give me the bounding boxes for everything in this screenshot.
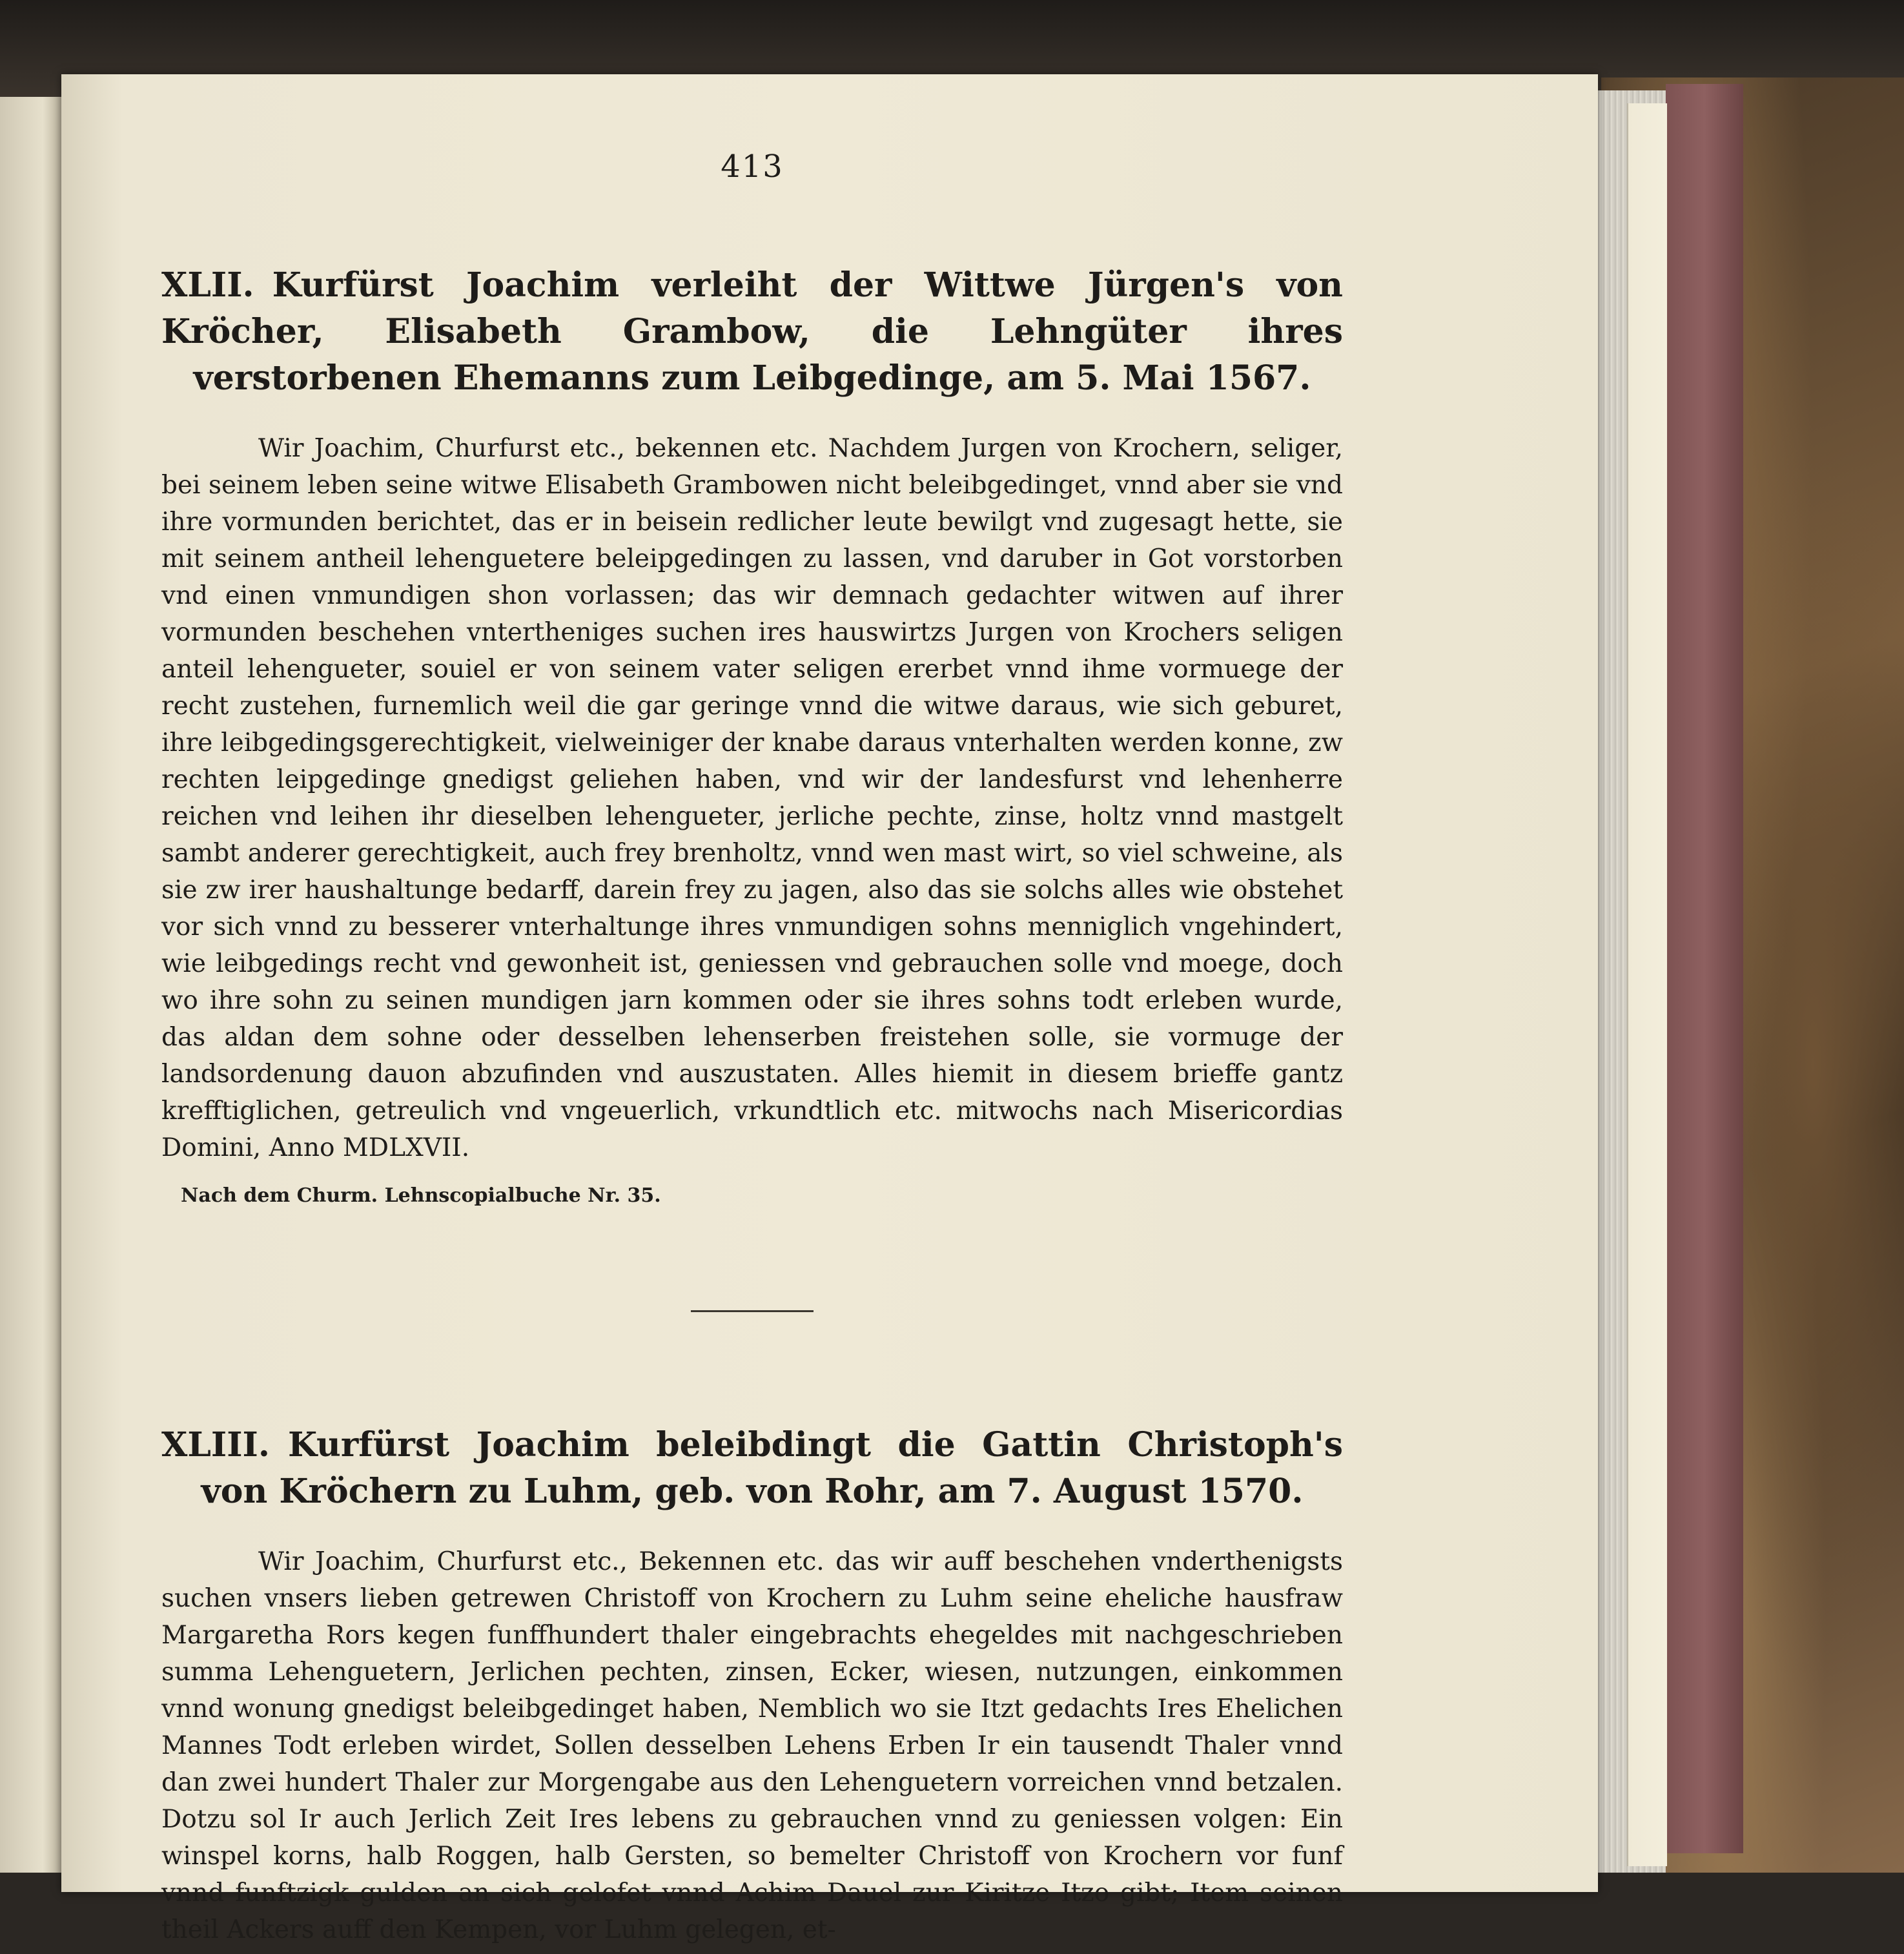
facing-page-edge [0, 97, 61, 1873]
section-body-xlii: Wir Joachim, Churfurst etc., bekennen etc. Nachdem Jurgen von Krochern, seliger, bei seinem leben seine witwe Elisabeth Grambowen nicht beleibgedinget, vnnd aber sie vnd ihre vormunden berichtet, das er in beisein redlicher leute bewilgt vnd zugesagt hette, sie mit seinem antheil lehenguetere beleipgedingen zu lassen, vnd daruber in Got vorstorben vnd einen vnmundigen shon vorlassen; das wir demnach gedachter witwen auf ihrer vormunden beschehen vntertheniges suchen ires hauswirtzs Jurgen von Krochers seligen anteil lehengueter, souiel er von seinem vater seligen ererbet vnnd ihme vormuege der recht zustehen, furnemlich weil die gar geringe vnnd die witwe daraus, wie sich geburet, ihre leibgedingsgerechtigkeit, vielweiniger der knabe daraus vnterhalten werden konne, zw rechten leipgedinge gnedigst geliehen haben, vnd wir der landesfurst vnd lehenherre reichen vnd leihen ihr dieselben lehengueter, jerliche pechte, zinse, holtz vnnd mastgelt sambt anderer gerechtigkeit, auch frey brenholtz, vnnd wen mast wirt, so viel schweine, als sie zw irer haushaltunge bedarff, darein frey zu jagen, also das sie solchs alles wie obstehet vor sich vnnd zu besserer vnterhaltunge ihres vnmundigen sohns menniglich vngehindert, wie leibgedings recht vnd gewonheit ist, geniessen vnd gebrauchen solle vnd moege, doch wo ihre sohn zu seinen mundigen jarn kommen oder sie ihres sohns todt erleben wurde, das aldan dem sohne oder desselben lehenserben freistehen solle, sie vormuge der landsordenung dauon abzufinden vnd auszustaten. Alles hiemit in diesem brieffe gantz krefftiglichen, getreulich vnd vngeuerlich, vrkundtlich etc. mitwochs nach Misericordias Domini, Anno MDLXVII. [161, 434, 1343, 1162]
page-number: 413 [721, 149, 784, 185]
source-note: Nach dem Churm. Lehnscopialbuche Nr. 35. [181, 1184, 661, 1207]
section-number: XLIII. [161, 1425, 270, 1465]
page-stack-edge-inner [1627, 103, 1667, 1866]
section-number: XLII. [161, 265, 254, 305]
section-body-xliii: Wir Joachim, Churfurst etc., Bekennen etc. das wir auff beschehen vnderthenigsts suchen vnsers lieben getrewen Christoff von Krochern zu Luhm seine eheliche hausfraw Margaretha Rors kegen funffhundert thaler eingebrachts ehegeldes mit nachgeschrieben summa Lehenguetern, Jerlichen pechten, zinsen, Ecker, wiesen, nutzungen, einkommen vnnd wonung gnedigst beleibgedinget haben, Nemblich wo sie Itzt gedachts Ires Ehelichen Mannes Todt erleben wirdet, Sollen desselben Lehens Erben Ir ein tausendt Thaler vnnd dan zwei hundert Thaler zur Morgengabe aus den Lehenguetern vorreichen vnnd betzalen. Dotzu sol Ir auch Jerlich Zeit Ires lebens zu gebrauchen vnnd zu geniessen volgen: Ein winspel korns, halb Roggen, halb Gersten, so bemelter Christoff von Krochern vor funf vnnd funftzigk gulden an sich gelofet vnnd Achim Dauel zur Kiritze Itzo gibt; Item seinen theil Ackers auff den Kempen, vor Luhm gelegen, et- [161, 1547, 1343, 1944]
page-content [161, 149, 1343, 1948]
section-title: Kurfürst Joachim beleibdingt die Gattin Christoph's von Kröchern zu Luhm, geb. von Rohr, am 7. August 1570. [201, 1425, 1343, 1511]
section-heading-xliii [161, 1422, 1343, 1515]
section-title: Kurfürst Joachim verleiht der Wittwe Jürgen's von Kröcher, Elisabeth Grambow, die Lehngüter ihres verstorbenen Ehemanns zum Leibgedinge, am 5. Mai 1567. [161, 265, 1343, 398]
book-cover-spine [1666, 84, 1743, 1853]
section-heading-xlii [161, 262, 1343, 402]
section-divider [691, 1310, 814, 1312]
